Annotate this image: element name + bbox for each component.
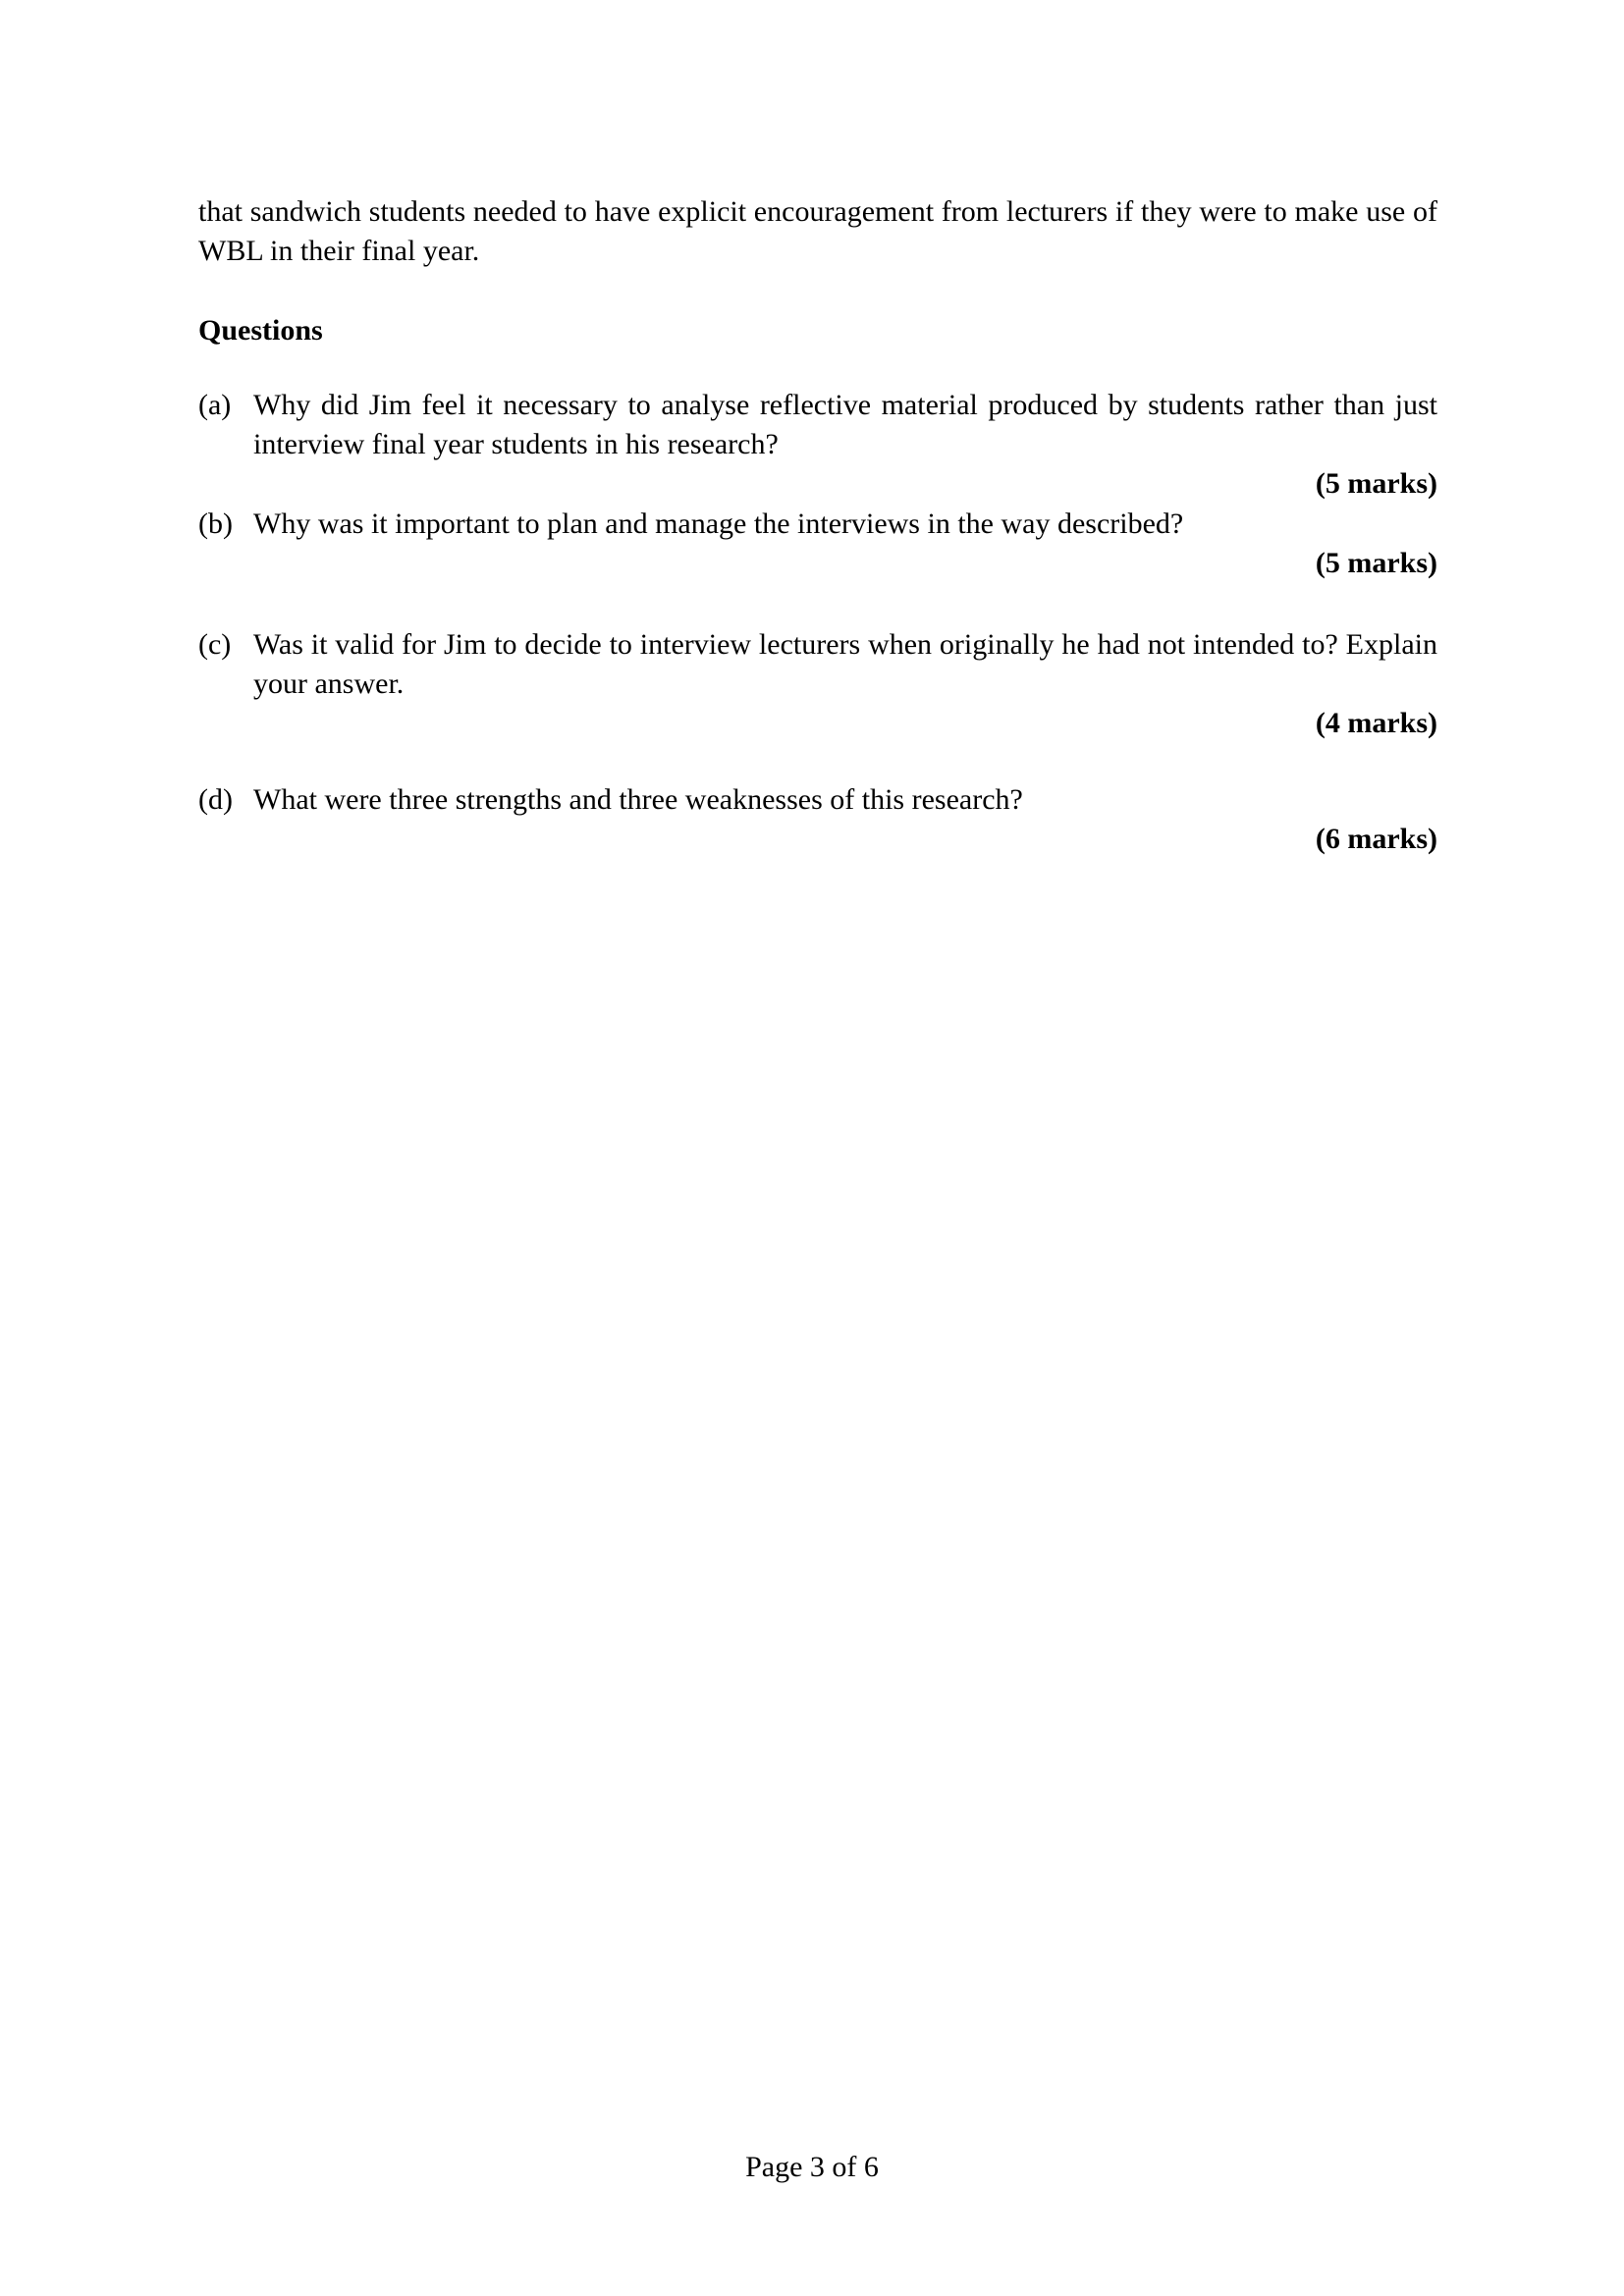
question-b [198, 505, 1437, 583]
question-a [198, 386, 1437, 504]
question-text: What were three strengths and three weaknesses of this research? [253, 783, 1023, 816]
question-letter: (c) [198, 628, 232, 661]
page-number: Page 3 of 6 [745, 2151, 879, 2183]
intro-paragraph-block [198, 192, 1437, 271]
question-d [198, 780, 1437, 859]
question-text: Why was it important to plan and manage the interviews in the way described? [253, 507, 1184, 540]
question-letter: (d) [198, 783, 233, 816]
question-text: Was it valid for Jim to decide to interview lecturers when originally he had not intended to? Explain your answer. [253, 628, 1437, 700]
question-marks: (6 marks) [1315, 823, 1437, 855]
question-marks: (4 marks) [1315, 707, 1437, 739]
question-text: Why did Jim feel it necessary to analyse reflective material produced by students rather than just interview final year students in his research? [253, 389, 1437, 460]
question-marks: (5 marks) [1315, 467, 1437, 500]
question-letter: (b) [198, 507, 233, 540]
question-marks: (5 marks) [1315, 547, 1437, 579]
questions-heading: Questions [198, 314, 323, 347]
intro-paragraph: that sandwich students needed to have explicit encouragement from lecturers if they were to make use of WBL in their final year. [198, 195, 1437, 267]
question-c [198, 625, 1437, 743]
question-letter: (a) [198, 389, 232, 421]
